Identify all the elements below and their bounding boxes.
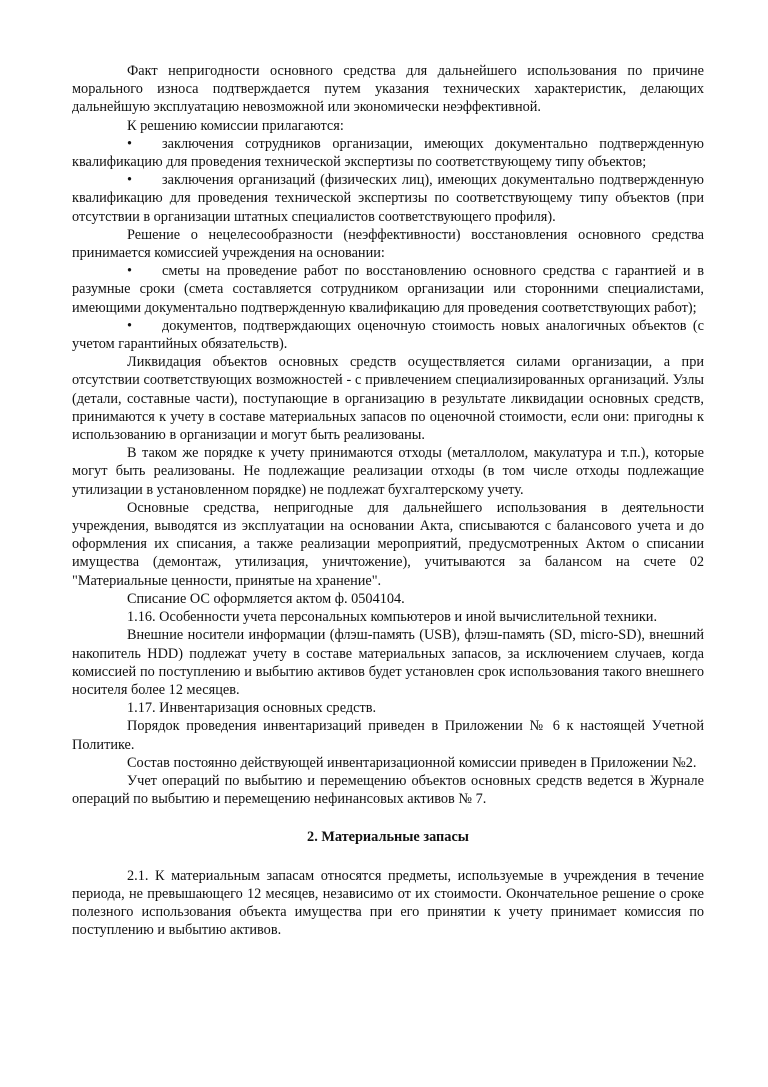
- bullet-marker: •: [127, 317, 133, 334]
- bullet-text: заключения организаций (физических лиц), имеющих документально подтвержденную квалификацию для проведения технической экспертизы по соответствующему типу объектов (при отсутствии в организации штатных специалистов соответствующего профиля).: [72, 172, 704, 225]
- paragraph: Внешние носители информации (флэш-память (USB), флэш-память (SD, micro-SD), внешний накопитель HDD) подлежат учету в составе материальных запасов, за исключением случаев, когда комиссией по поступлению и выбытию активов будет установлен срок использования такого внешнего носителя более 12 месяцев.: [72, 627, 704, 698]
- paragraph: Факт непригодности основного средства для дальнейшего использования по причине морального износа подтверждается путем указания технических характеристик, делающих дальнейшую эксплуатацию невозможной или экономически неэффективной.: [72, 63, 704, 116]
- bullet-text: заключения сотрудников организации, имеющих документально подтвержденную квалификацию для проведения технической экспертизы по соответствующему типу объектов;: [72, 135, 704, 171]
- paragraph: В таком же порядке к учету принимаются отходы (металлолом, макулатура и т.п.), которые могут быть реализованы. Не подлежащие реализации отходы (в том числе отходы подлежащие утилизации в установленном порядке) не подлежат бухгалтерскому учету.: [72, 445, 704, 498]
- bullet-item: [72, 135, 704, 171]
- section-subheading: 1.17. Инвентаризация основных средств.: [127, 700, 377, 717]
- paragraph: Списание ОС оформляется актом ф. 0504104.: [127, 590, 405, 607]
- paragraph: 2.1. К материальным запасам относятся предметы, используемые в учреждения в течение периода, не превышающего 12 месяцев, независимо от их стоимости. Окончательное решение о сроке полезного использования объекта имущества при его принятии к учету принимает комиссия по поступлению и выбытию активов.: [72, 867, 704, 939]
- paragraph: К решению комиссии прилагаются:: [127, 117, 344, 134]
- paragraph: Решение о нецелесообразности (неэффективности) восстановления основного средства принимается комиссией учреждения на основании:: [72, 226, 704, 262]
- bullet-item: [72, 317, 704, 353]
- bullet-text: документов, подтверждающих оценочную стоимость новых аналогичных объектов (с учетом гарантийных обязательств).: [72, 317, 704, 353]
- bullet-marker: •: [127, 263, 133, 280]
- section-subheading: 1.16. Особенности учета персональных компьютеров и иной вычислительной техники.: [127, 609, 658, 626]
- bullet-marker: •: [127, 135, 133, 152]
- paragraph: Учет операций по выбытию и перемещению объектов основных средств ведется в Журнале операций по выбытию и перемещению нефинансовых активов № 7.: [72, 772, 704, 808]
- bullet-item: [72, 262, 704, 317]
- paragraph: Ликвидация объектов основных средств осуществляется силами организации, а при отсутствии соответствующих возможностей - с привлечением специализированных организаций. Узлы (детали, составные части), поступающие в организацию в результате ликвидации основных средств, принимаются к учету в составе материальных запасов по оценочной стоимости, если они: пригодны к использованию в организации и могут быть реализованы.: [72, 354, 704, 444]
- paragraph: Состав постоянно действующей инвентаризационной комиссии приведен в Приложении №2.: [127, 754, 697, 771]
- paragraph: Порядок проведения инвентаризаций приведен в Приложении № 6 к настоящей Учетной Политике.: [72, 718, 704, 753]
- document-page: [72, 62, 704, 939]
- bullet-item: [72, 171, 704, 226]
- section-heading: 2. Материальные запасы: [307, 829, 469, 846]
- bullet-text: сметы на проведение работ по восстановлению основного средства с гарантией и в разумные сроки (смета составляется сотрудником организации или сторонними специалистами, имеющими документально подтвержденную квалификацию для проведения соответствующих работ);: [72, 263, 704, 316]
- paragraph: Основные средства, непригодные для дальнейшего использования в деятельности учреждения, выводятся из эксплуатации на основании Акта, списываются с балансового учета и до оформления их списания, а также реализации мероприятий, предусмотренных Актом о списании имущества (демонтаж, утилизация, уничтожение), учитываются за балансом на счете 02 "Материальные ценности, принятые на хранение".: [72, 499, 704, 589]
- bullet-marker: •: [127, 172, 133, 189]
